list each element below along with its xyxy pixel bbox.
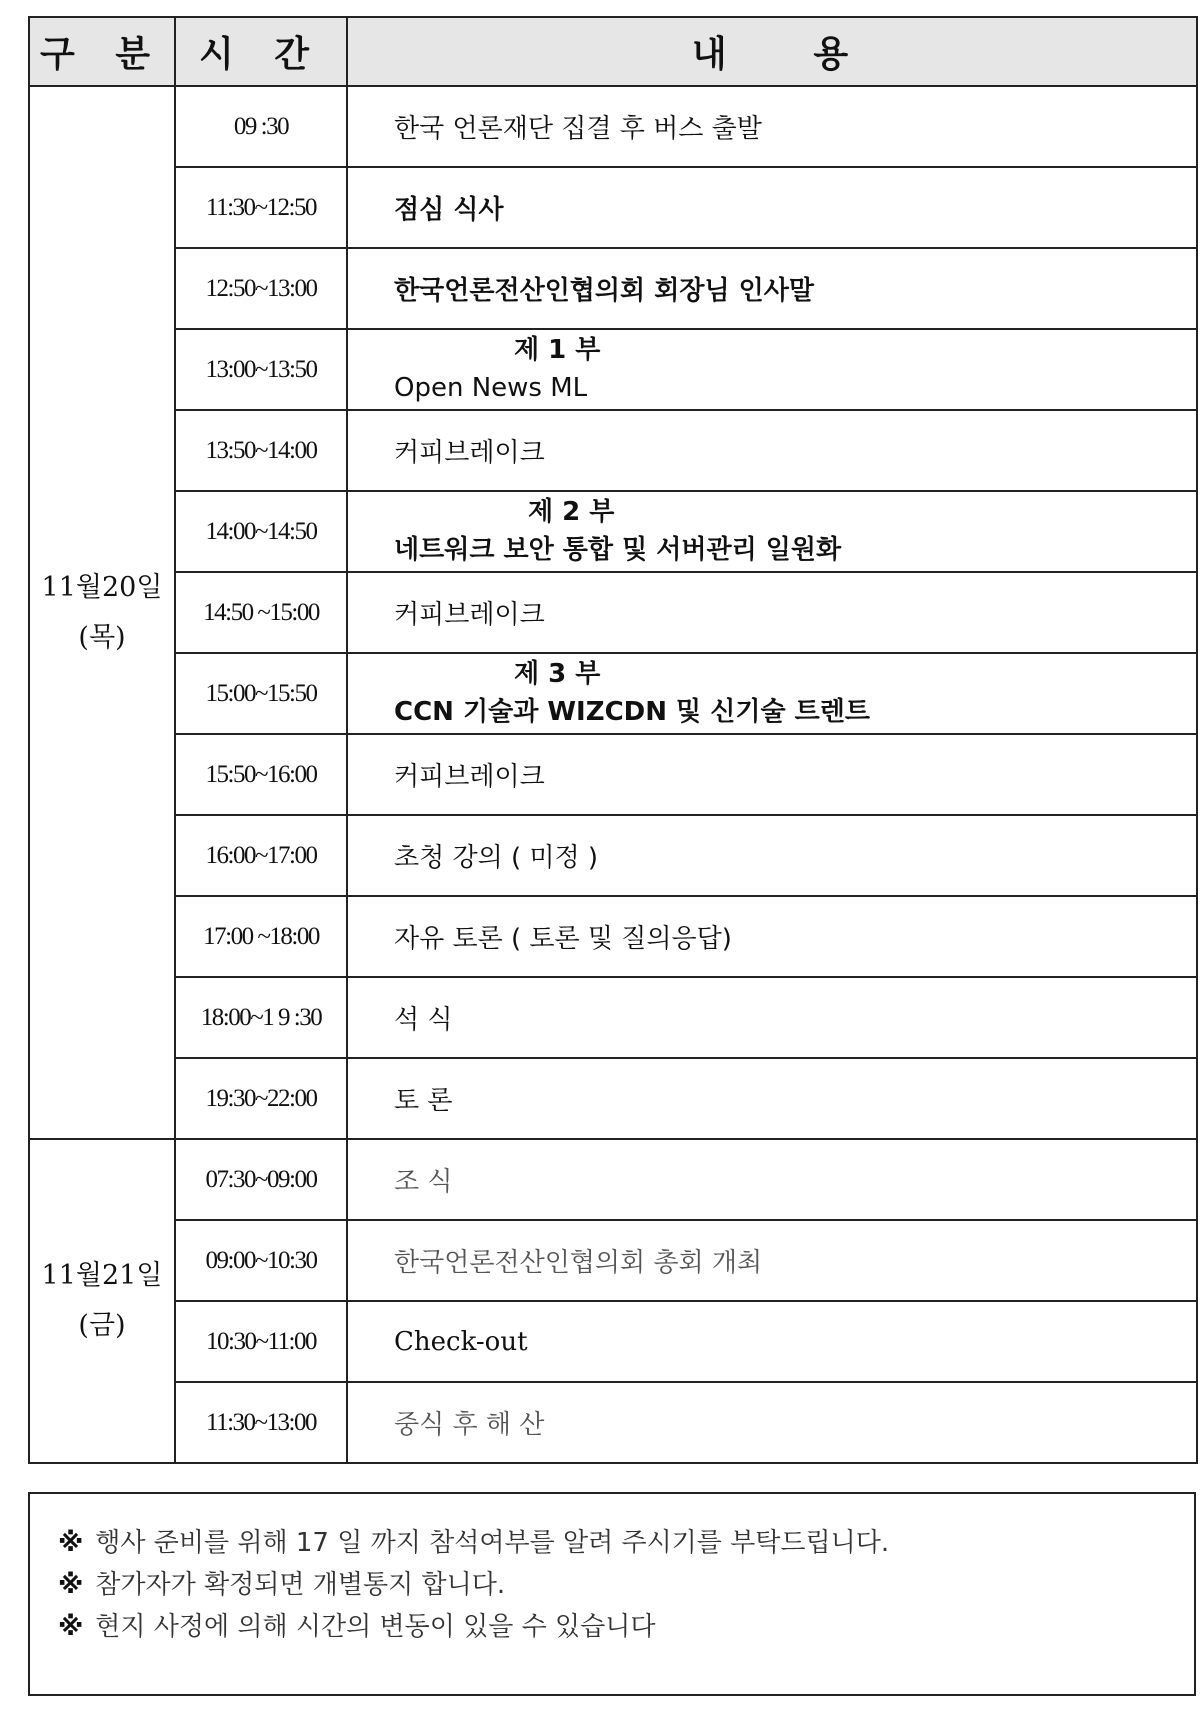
schedule-document bbox=[28, 16, 1196, 1696]
content-cell: 한국 언론재단 집결 후 버스 출발 bbox=[347, 86, 1197, 167]
time-cell: 09 :30 bbox=[175, 86, 347, 167]
content-cell bbox=[347, 653, 1197, 734]
note-text: 참가자가 확정되면 개별통지 합니다. bbox=[95, 1570, 506, 1600]
table-header-row bbox=[29, 17, 1197, 86]
content-cell: 커피브레이크 bbox=[347, 734, 1197, 815]
table-row bbox=[29, 815, 1197, 896]
schedule-table bbox=[28, 16, 1198, 1464]
table-row bbox=[29, 167, 1197, 248]
day-weekday: (목) bbox=[78, 621, 126, 653]
content-cell: 토 론 bbox=[347, 1058, 1197, 1139]
time-cell: 15:50~16:00 bbox=[175, 734, 347, 815]
table-row bbox=[29, 1139, 1197, 1220]
table-row bbox=[29, 491, 1197, 572]
content-cell: 커피브레이크 bbox=[347, 410, 1197, 491]
content-cell: 점심 식사 bbox=[347, 167, 1197, 248]
session-label: 제 2 부 bbox=[528, 496, 615, 527]
reference-mark-icon: ※ bbox=[58, 1528, 84, 1558]
header-time: 시 간 bbox=[175, 17, 347, 86]
content-cell: 자유 토론 ( 토론 및 질의응답) bbox=[347, 896, 1197, 977]
content-cell: Check-out bbox=[347, 1301, 1197, 1382]
content-cell: 커피브레이크 bbox=[347, 572, 1197, 653]
time-cell: 10:30~11:00 bbox=[175, 1301, 347, 1382]
note-line bbox=[58, 1522, 889, 1559]
time-cell: 07:30~09:00 bbox=[175, 1139, 347, 1220]
table-row bbox=[29, 86, 1197, 167]
time-cell: 13:00~13:50 bbox=[175, 329, 347, 410]
time-cell: 13:50~14:00 bbox=[175, 410, 347, 491]
time-cell: 11:30~12:50 bbox=[175, 167, 347, 248]
content-cell: 한국언론전산인협의회 회장님 인사말 bbox=[347, 248, 1197, 329]
notes-box bbox=[28, 1492, 1196, 1696]
session-title: Open News ML bbox=[394, 372, 588, 403]
reference-mark-icon: ※ bbox=[58, 1612, 84, 1642]
table-row bbox=[29, 248, 1197, 329]
table-row bbox=[29, 1382, 1197, 1463]
table-row bbox=[29, 410, 1197, 491]
day-date: 11월20일 bbox=[41, 571, 163, 603]
session-label: 제 1 부 bbox=[514, 334, 601, 365]
time-cell: 12:50~13:00 bbox=[175, 248, 347, 329]
note-text: 현지 사정에 의해 시간의 변동이 있을 수 있습니다 bbox=[95, 1612, 656, 1642]
content-cell: 석 식 bbox=[347, 977, 1197, 1058]
time-cell: 19:30~22:00 bbox=[175, 1058, 347, 1139]
time-cell: 15:00~15:50 bbox=[175, 653, 347, 734]
session-title: CCN 기술과 WIZCDN 및 신기술 트렌트 bbox=[394, 696, 870, 727]
content-cell: 초청 강의 ( 미정 ) bbox=[347, 815, 1197, 896]
time-cell: 17:00 ~18:00 bbox=[175, 896, 347, 977]
table-row bbox=[29, 653, 1197, 734]
reference-mark-icon: ※ bbox=[58, 1570, 84, 1600]
note-text: 행사 준비를 위해 17 일 까지 참석여부를 알려 주시기를 부탁드립니다. bbox=[95, 1528, 890, 1558]
table-row bbox=[29, 572, 1197, 653]
day-date: 11월21일 bbox=[41, 1260, 163, 1291]
table-row bbox=[29, 734, 1197, 815]
note-line bbox=[58, 1606, 655, 1643]
table-row bbox=[29, 1301, 1197, 1382]
note-line bbox=[58, 1564, 505, 1601]
time-cell: 16:00~17:00 bbox=[175, 815, 347, 896]
time-cell: 09:00~10:30 bbox=[175, 1220, 347, 1301]
session-title: 네트워크 보안 통합 및 서버관리 일원화 bbox=[394, 534, 842, 565]
time-cell: 14:50 ~15:00 bbox=[175, 572, 347, 653]
header-content: 내 용 bbox=[347, 17, 1197, 86]
table-row bbox=[29, 329, 1197, 410]
content-cell bbox=[347, 329, 1197, 410]
table-row bbox=[29, 896, 1197, 977]
time-cell: 11:30~13:00 bbox=[175, 1382, 347, 1463]
table-row bbox=[29, 977, 1197, 1058]
session-label: 제 3 부 bbox=[514, 658, 601, 689]
day-cell-1 bbox=[29, 86, 175, 1139]
time-cell: 14:00~14:50 bbox=[175, 491, 347, 572]
content-cell bbox=[347, 491, 1197, 572]
table-row bbox=[29, 1058, 1197, 1139]
content-cell: 한국언론전산인협의회 총회 개최 bbox=[347, 1220, 1197, 1301]
time-cell: 18:00~1 9 :30 bbox=[175, 977, 347, 1058]
content-cell: 중식 후 해 산 bbox=[347, 1382, 1197, 1463]
content-cell: 조 식 bbox=[347, 1139, 1197, 1220]
header-category: 구 분 bbox=[29, 17, 175, 86]
day-cell-2 bbox=[29, 1139, 175, 1463]
day-weekday: (금) bbox=[78, 1310, 126, 1341]
table-row bbox=[29, 1220, 1197, 1301]
